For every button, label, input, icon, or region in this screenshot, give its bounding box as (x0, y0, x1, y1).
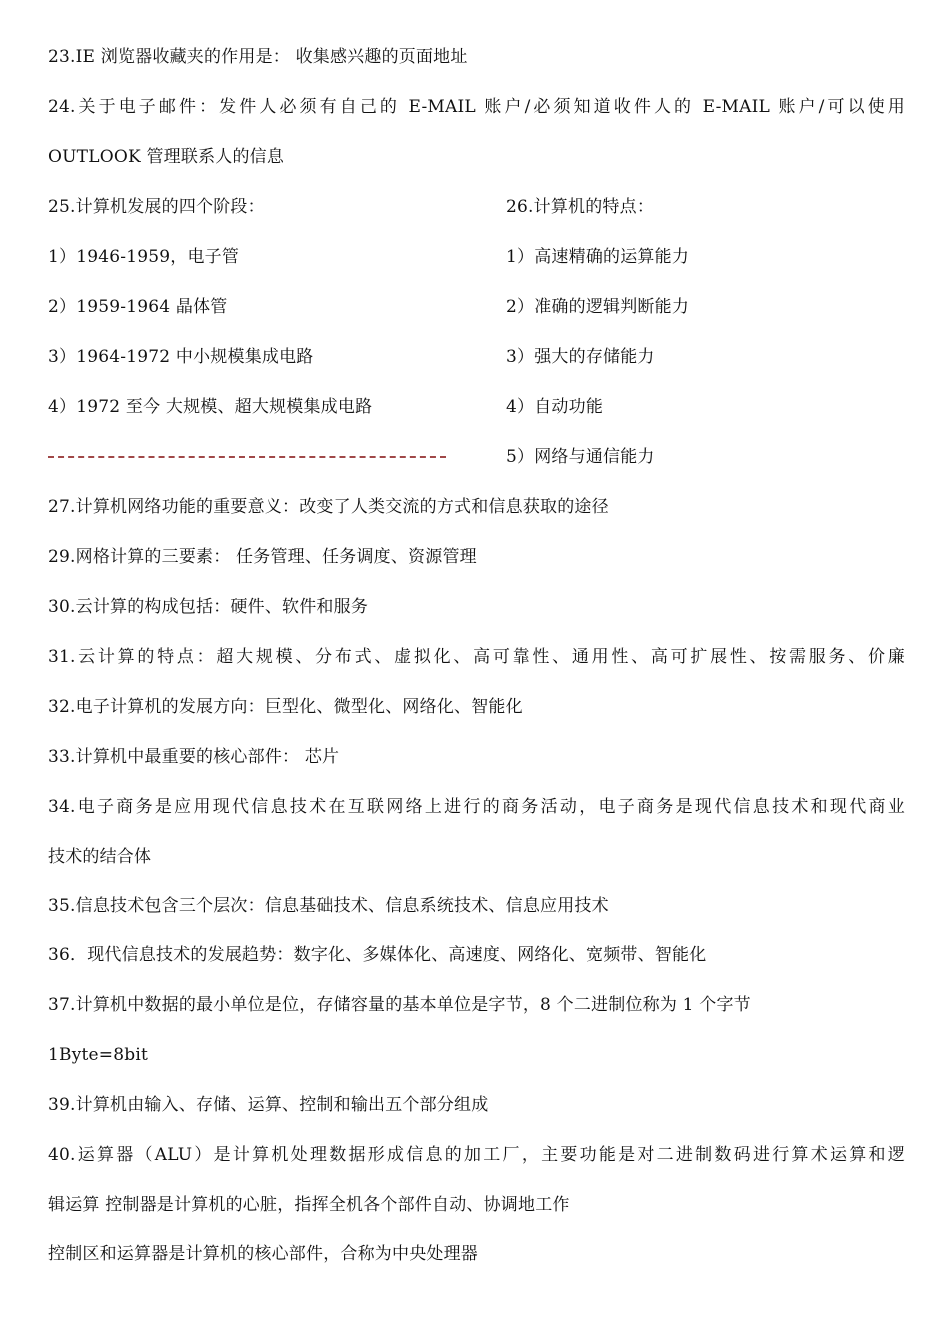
item-24-email-line2: OUTLOOK 管理联系人的信息 (48, 147, 285, 167)
item-23-ie-favorites: 23.IE 浏览器收藏夹的作用是： 收集感兴趣的页面地址 (48, 47, 468, 67)
item-36-it-trends: 36．现代信息技术的发展趋势：数字化、多媒体化、高速度、网络化、宽频带、智能化 (48, 945, 707, 965)
item-33-core-component: 33.计算机中最重要的核心部件： 芯片 (48, 747, 340, 767)
item-34-ecommerce-line1: 34.电子商务是应用现代信息技术在互联网络上进行的商务活动，电子商务是现代信息技术和现代商业 (48, 797, 905, 817)
item-26-feature-3: 3）强大的存储能力 (506, 347, 655, 367)
item-32-development: 32.电子计算机的发展方向：巨型化、微型化、网络化、智能化 (48, 697, 523, 717)
item-26-feature-1: 1）高速精确的运算能力 (506, 247, 690, 267)
item-37-byte-formula: 1Byte=8bit (48, 1045, 149, 1065)
item-25-stage-2: 2）1959-1964 晶体管 (48, 297, 228, 317)
item-25-stage-3: 3）1964-1972 中小规模集成电路 (48, 347, 314, 367)
item-37-data-units: 37.计算机中数据的最小单位是位，存储容量的基本单位是字节，8 个二进制位称为 1 个字节 (48, 995, 751, 1015)
item-40-alu-line2: 辑运算 控制器是计算机的心脏，指挥全机各个部件自动、协调地工作 (48, 1195, 570, 1215)
item-34-ecommerce-line2: 技术的结合体 (48, 847, 152, 867)
item-26-title: 26.计算机的特点： (506, 197, 655, 217)
dashed-divider (48, 456, 446, 458)
item-27-network: 27.计算机网络功能的重要意义：改变了人类交流的方式和信息获取的途径 (48, 497, 609, 517)
item-35-it-levels: 35.信息技术包含三个层次：信息基础技术、信息系统技术、信息应用技术 (48, 896, 609, 916)
item-30-cloud-components: 30.云计算的构成包括：硬件、软件和服务 (48, 597, 369, 617)
item-26-feature-5: 5）网络与通信能力 (506, 447, 655, 467)
item-25-stage-4: 4）1972 至今 大规模、超大规模集成电路 (48, 397, 373, 417)
item-29-grid-computing: 29.网格计算的三要素： 任务管理、任务调度、资源管理 (48, 547, 477, 567)
item-25-title: 25.计算机发展的四个阶段： (48, 197, 265, 217)
item-40-alu-line3: 控制区和运算器是计算机的核心部件，合称为中央处理器 (48, 1244, 478, 1264)
item-24-email-line1: 24.关于电子邮件：发件人必须有自己的 E-MAIL 账户/必须知道收件人的 E-MAIL 账户/可以使用 (48, 97, 905, 117)
item-26-feature-2: 2）准确的逻辑判断能力 (506, 297, 690, 317)
item-31-cloud-features: 31.云计算的特点：超大规模、分布式、虚拟化、高可靠性、通用性、高可扩展性、按需服务、价廉 (48, 647, 905, 667)
item-25-stage-1: 1）1946-1959，电子管 (48, 247, 240, 267)
item-39-components: 39.计算机由输入、存储、运算、控制和输出五个部分组成 (48, 1095, 489, 1115)
item-26-feature-4: 4）自动功能 (506, 397, 604, 417)
item-40-alu-line1: 40.运算器（ALU）是计算机处理数据形成信息的加工厂，主要功能是对二进制数码进行算术运算和逻 (48, 1145, 905, 1165)
